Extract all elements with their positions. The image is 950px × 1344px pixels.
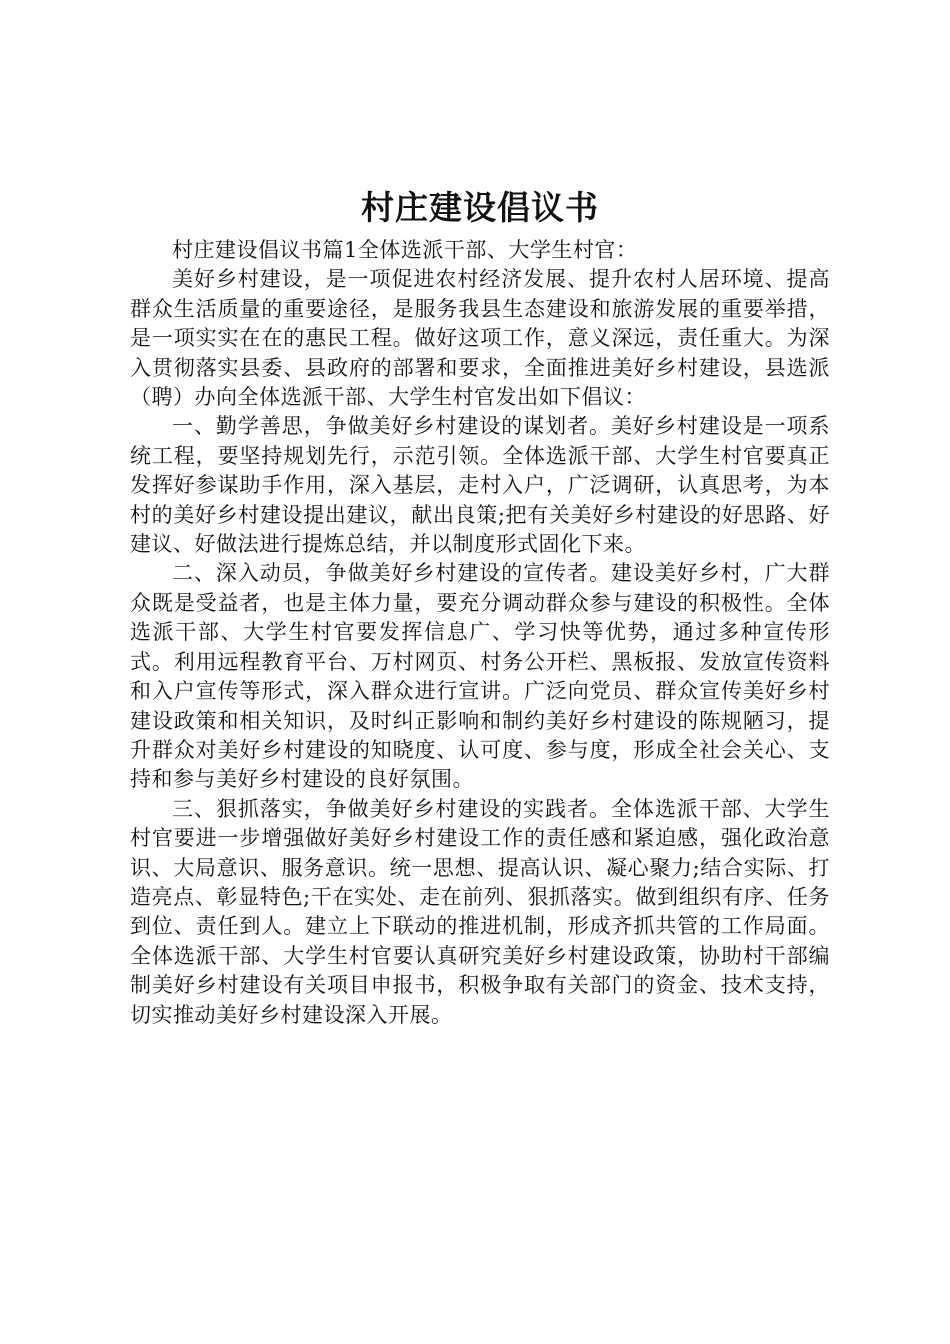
paragraph-point-2: 二、深入动员，争做美好乡村建设的宣传者。建设美好乡村，广大群众既是受益者，也是主体力量，要充分调动群众参与建设的积极性。全体选派干部、大学生村官要发挥信息广、学习快等优势，通过多种宣传形式。利用远程教育平台、万村网页、村务公开栏、黑板报、发放宣传资料和入户宣传等形式，深入群众进行宣讲。广泛向党员、群众宣传美好乡村建设政策和相关知识，及时纠正影响和制约美好乡村建设的陈规陋习，提升群众对美好乡村建设的知晓度、认可度、参与度，形成全社会关心、支持和参与美好乡村建设的良好氛围。 xyxy=(130,561,830,792)
document-title: 村庄建设倡议书 xyxy=(361,188,599,227)
paragraph-intro: 美好乡村建设，是一项促进农村经济发展、提升农村人居环境、提高群众生活质量的重要途径，是服务我县生态建设和旅游发展的重要举措，是一项实实在在的惠民工程。做好这项工作，意义深远，责任重大。为深入贯彻落实县委、县政府的部署和要求，全面推进美好乡村建设，县选派（聘）办向全体选派干部、大学生村官发出如下倡议： xyxy=(130,267,830,410)
paragraph-salutation: 村庄建设倡议书篇1全体选派干部、大学生村官： xyxy=(172,238,638,262)
paragraph-point-1: 一、勤学善思，争做美好乡村建设的谋划者。美好乡村建设是一项系统工程，要坚持规划先行，示范引领。全体选派干部、大学生村官要真正发挥好参谋助手作用，深入基层，走村入户，广泛调研，认真思考，为本村的美好乡村建设提出建议，献出良策;把有关美好乡村建设的好思路、好建议、好做法进行提炼总结，并以制度形式固化下来。 xyxy=(130,414,830,557)
document-page xyxy=(130,180,830,1030)
paragraph-point-3: 三、狠抓落实，争做美好乡村建设的实践者。全体选派干部、大学生村官要进一步增强做好美好乡村建设工作的责任感和紧迫感，强化政治意识、大局意识、服务意识。统一思想、提高认识、凝心聚力;结合实际、打造亮点、彰显特色;干在实处、走在前列、狠抓落实。做到组织有序、任务到位、责任到人。建立上下联动的推进机制，形成齐抓共管的工作局面。全体选派干部、大学生村官要认真研究美好乡村建设政策，协助村干部编制美好乡村建设有关项目申报书，积极争取有关部门的资金、技术支持，切实推动美好乡村建设深入开展。 xyxy=(130,796,830,1027)
